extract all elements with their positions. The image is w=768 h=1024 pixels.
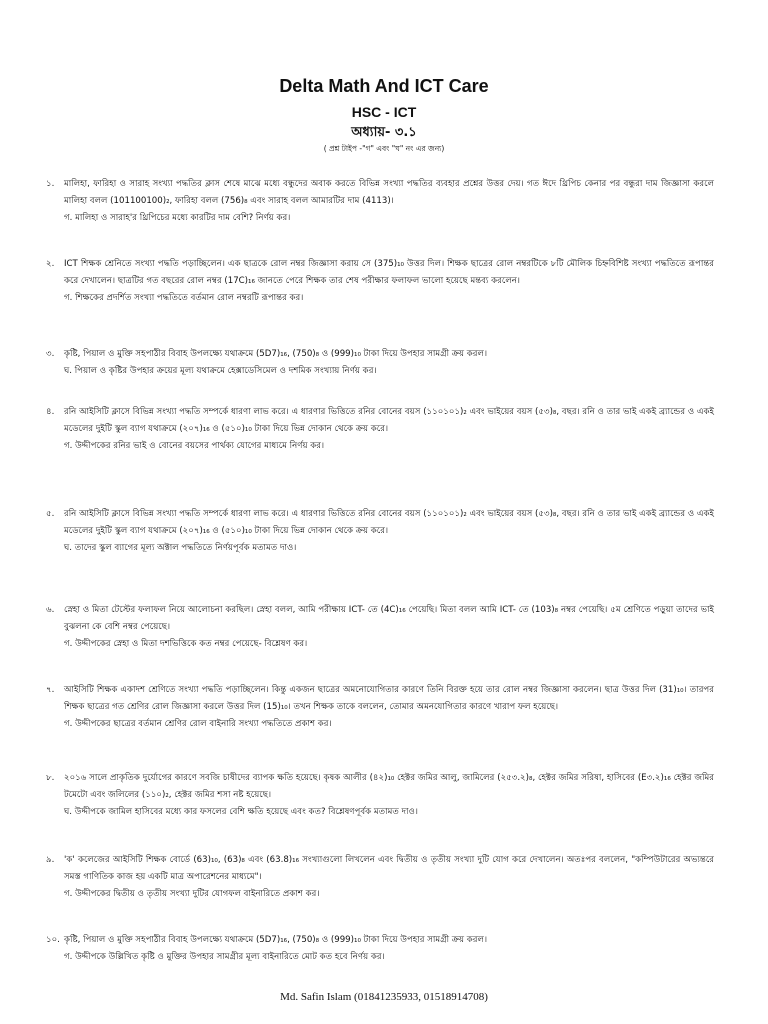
document-title: Delta Math And ICT Care — [279, 76, 489, 96]
question-item — [46, 346, 714, 380]
question-prompt: গ. শিক্ষকের প্রদর্শিত সংখ্যা পদ্ধতিতে বর্তমান রোল নম্বরটি রূপান্তর কর। — [64, 293, 304, 303]
question-number: ৯. — [46, 855, 55, 865]
question-prompt: গ. উদ্দীপকের রনির ভাই ও বোনের বয়সের পার্থক্য যোগের মাধ্যমে নির্ণয় কর। — [64, 441, 325, 451]
question-stem: কৃষ্টি, পিয়াল ও মুক্তি সহপাঠীর বিবাহ উপলক্ষ্যে যথাক্রমে (5D7)₁₆, (750)₈ ও (999)₁₀ টাকা দিয়ে উপহার সামগ্রী ক্রয় করল। — [64, 349, 488, 359]
question-stem: স্নেহা ও মিতা টেস্টের ফলাফল নিয়ে আলোচনা করছিল। স্নেহা বলল, আমি পরীক্ষায় ICT- তে (4C)₁₆ পেয়েছি। মিতা বলল আমি ICT- তে (103)₈ নম্বর পেয়েছি। ৫ম শ্রেণিতে পড়ুয়া তাদের ভাই বুঝলনা কে বেশি নম্বর পেয়েছে। — [64, 605, 714, 632]
question-prompt: গ. মালিহা ও সারাহ'র থ্রিপিচের মধ্যে কারটির দাম বেশি? নির্ণয় কর। — [64, 213, 291, 223]
question-number: ১০. — [46, 935, 60, 945]
question-item — [46, 404, 714, 455]
question-number: ৫. — [46, 509, 55, 519]
chapter-heading: অধ্যায়- ৩.১ — [351, 125, 417, 140]
question-prompt: গ. উদ্দীপকের স্নেহা ও মিতা দশভিত্তিকে কত নম্বর পেয়েছে- বিশ্লেষণ কর। — [64, 639, 308, 649]
question-stem: 'ক' কলেজের আইসিটি শিক্ষক বোর্ডে (63)₁₀, (63)₈ এবং (63.8)₁₆ সংখ্যাগুলো লিখলেন এবং দ্বিতীয় ও তৃতীয় সংখ্যা দুটি যোগ করে দেখালেন। অতঃপর বললেন, "কম্পিউটারের অভ্যন্তরে সমস্ত গাণিতিক কাজ হয় একটি মাত্র অপারেশনের মাধ্যমে"। — [64, 855, 714, 882]
question-prompt: গ. উদ্দীপকে উল্লিখিত কৃষ্টি ও মুক্তির উপহার সামগ্রীর মূল্য বাইনারিতে মোট কত হবে নির্ণয় কর। — [64, 952, 385, 962]
question-item — [46, 770, 714, 821]
question-stem: ২০১৬ সালে প্রাকৃতিক দুর্যোগের কারণে সবজি চাষীদের ব্যাপক ক্ষতি হয়েছে। কৃষক আলীর (৪২)₁₀ হেক্টর জমির আলু, জামিলের (২৫৩.২)₈, হেক্টর জমির সরিষা, হাসিবের (E৩.২)₁₆ হেক্টর জমির টমেটো এবং জলিলের (১১০)₂, হেক্টর জমির শসা নষ্ট হয়েছে। — [64, 773, 714, 800]
question-item — [46, 932, 714, 966]
document-subtitle: HSC - ICT — [351, 104, 417, 120]
question-stem: ICT শিক্ষক শ্রেনিতে সংখ্যা পদ্ধতি পড়াচ্ছিলেন। এক ছাত্রকে রোল নম্বর জিজ্ঞাসা করায় সে (375)₁₀ উত্তর দিল। শিক্ষক ছাত্রের রোল নম্বরটিকে ৮টি মৌলিক চিহ্নবিশিষ্ট সংখ্যা পদ্ধতিতে রূপান্তর করে দেখালেন। ছাত্রটির গত বছরের রোল নম্বর (17C)₁₆ জানতে পেরে শিক্ষক তার শেষ পরীক্ষার ফলাফল ভালো হয়েছে মন্তব্য করলেন। — [64, 259, 714, 286]
question-type-note: ( প্রশ্ন টাইপ -"গ" এবং "ঘ" নং এর জন্য) — [323, 144, 445, 153]
question-stem: মালিহা, ফারিহা ও সারাহ সংখ্যা পদ্ধতির ক্লাস শেষে মাঝে মধ্যে বন্ধুদের অবাক করতে বিভিন্ন সংখ্যা পদ্ধতির ব্যবহার প্রশ্নের উত্তর দেয়। গত ঈদে থ্রিপিচ কেনার পর বন্ধুরা দাম জিজ্ঞাসা করলে মালিহা বলল (101100100)₂, ফারিহা বলল (756)₈ এবং সারাহ বলল আমারটির দাম (4113)। — [64, 179, 714, 206]
question-item — [46, 682, 714, 733]
question-number: ১. — [46, 179, 55, 189]
question-prompt: ঘ. পিয়াল ও কৃষ্টির উপহার ক্রয়ের মূল্য যথাক্রমে হেক্সাডেসিমেল ও দশমিক সংখ্যায় নির্ণয় কর। — [64, 366, 377, 376]
question-number: ৭. — [46, 685, 55, 695]
question-prompt: গ. উদ্দীপকের ছাত্রের বর্তমান শ্রেণির রোল বাইনারি সংখ্যা পদ্ধতিতে প্রকাশ কর। — [64, 719, 332, 729]
question-item — [46, 176, 714, 227]
question-number: ৮. — [46, 773, 55, 783]
question-stem: রনি আইসিটি ক্লাসে বিভিন্ন সংখ্যা পদ্ধতি সম্পর্কে ধারণা লাভ করে। এ ধারণার ভিত্তিতে রনির বোনের বয়স (১১০১০১)₂ এবং ভাইয়ের বয়স (৫৩)₈, বছর। রনি ও তার ভাই একই ব্র্যান্ডের ও একই মডেলের দুইটি স্কুল ব্যাগ যথাক্রমে (২০৭)₁₆ ও (৫১০)₁₀ টাকা দিয়ে ভিন্ন দোকান থেকে ক্রয় করে। — [64, 407, 714, 434]
question-stem: আইসিটি শিক্ষক একাদশ শ্রেণিতে সংখ্যা পদ্ধতি পড়াচ্ছিলেন। কিন্তু একজন ছাত্রের অমনোযোগিতার কারণে তিনি বিরক্ত হয়ে তার রোল নম্বর জিজ্ঞাসা করলেন। ছাত্র উত্তর দিল (31)₁₀। তারপর শিক্ষক ছাত্রের গত শ্রেণির রোল জিজ্ঞাসা করলে উত্তর দিল (15)₁₀। তখন শিক্ষক তাকে বললেন, তোমার অমনযোগিতার কারণে খারাপ ফল হয়েছে। — [64, 685, 714, 712]
question-stem: কৃষ্টি, পিয়াল ও মুক্তি সহপাঠীর বিবাহ উপলক্ষ্যে যথাক্রমে (5D7)₁₆, (750)₈ ও (999)₁₀ টাকা দিয়ে উপহার সামগ্রী ক্রয় করল। — [64, 935, 488, 945]
question-item — [46, 506, 714, 557]
document-header — [0, 74, 768, 155]
question-prompt: গ. উদ্দীপকের দ্বিতীয় ও তৃতীয় সংখ্যা দুটির যোগফল বাইনারিতে প্রকাশ কর। — [64, 889, 320, 899]
question-number: ৬. — [46, 605, 55, 615]
question-item — [46, 602, 714, 653]
question-item — [46, 852, 714, 903]
question-number: ৩. — [46, 349, 55, 359]
question-stem: রনি আইসিটি ক্লাসে বিভিন্ন সংখ্যা পদ্ধতি সম্পর্কে ধারণা লাভ করে। এ ধারণার ভিত্তিতে রনির বোনের বয়স (১১০১০১)₂ এবং ভাইয়ের বয়স (৫৩)₈, বছর। রনি ও তার ভাই একই ব্র্যান্ডের ও একই মডেলের দুইটি স্কুল ব্যাগ যথাক্রমে (২০৭)₁₆ ও (৫১০)₁₀ টাকা দিয়ে ভিন্ন দোকান থেকে ক্রয় করে। — [64, 509, 714, 536]
author-footer: Md. Safin Islam (01841235933, 01518914708) — [280, 991, 488, 1003]
question-prompt: ঘ. উদ্দীপকে জামিল হাসিবের মধ্যে কার ফসলের বেশি ক্ষতি হয়েছে এবং কত? বিশ্লেষণপূর্বক মতামত দাও। — [64, 807, 418, 817]
question-prompt: ঘ. তাদের স্কুল ব্যাগের মূল্য অক্টাল পদ্ধতিতে নির্ণয়পূর্বক মতামত দাও। — [64, 543, 297, 553]
question-number: ২. — [46, 259, 55, 269]
question-number: ৪. — [46, 407, 55, 417]
question-item — [46, 256, 714, 307]
